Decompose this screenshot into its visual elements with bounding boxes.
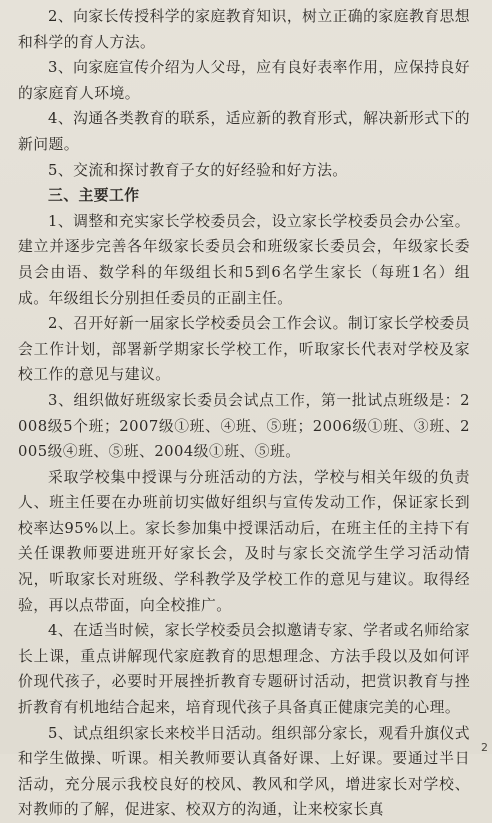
goal-paragraph-5: 5、交流和探讨教育子女的好经验和好方法。 bbox=[48, 161, 348, 179]
work-paragraph-4: 4、在适当时候，家长学校委员会拟邀请专家、学者或名师给家长上课，重点讲解现代家庭教育的思想理念、方法手段以及如何评价现代孩子，必要时开展挫折教育专题研讨活动，把赏识教育与挫折教育有机地结合起来，培育现代孩子具备真正健康完美的心理。 bbox=[18, 622, 470, 717]
page-number: 2 bbox=[481, 741, 488, 754]
work-paragraph-3-detail: 采取学校集中授课与分班活动的方法，学校与相关年级的负责人、班主任要在办班前切实做好组织与宣传发动工作，保证家长到校率达95%以上。家长参加集中授课活动后，在班主任的主持下有关任课教师要进班开好家长会，及时与家长交流学生学习活动情况，听取家长对班级、学科教学及学校工作的意见与建议。取得经验，再以点带面，向全校推广。 bbox=[18, 468, 470, 614]
work-paragraph-2: 2、召开好新一届家长学校委员会工作会议。制订家长学校委员会工作计划，部署新学期家长学校工作，听取家长代表对学校及家校工作的意见与建议。 bbox=[18, 315, 470, 384]
work-paragraph-5: 5、试点组织家长来校半日活动。组织部分家长，观看升旗仪式和学生做操、听课。相关教师要认真备好课、上好课。要通过半日活动，充分展示我校良好的校风、教风和学风，增进家长对学校、对教师的了解，促进家、校双方的沟通，让来校家长真 bbox=[18, 724, 470, 819]
section-heading: 三、主要工作 bbox=[48, 187, 140, 205]
goal-paragraph-2: 2、向家长传授科学的家庭教育知识，树立正确的家庭教育思想和科学的育人方法。 bbox=[18, 8, 470, 51]
goal-paragraph-3: 3、向家庭宣传介绍为人父母，应有良好表率作用，应保持良好的家庭育人环境。 bbox=[18, 59, 470, 102]
work-paragraph-1: 1、调整和充实家长学校委员会，设立家长学校委员会办公室。建立并逐步完善各年级家长委员会和班级家长委员会，年级家长委员会由语、数学科的年级组长和5到6名学生家长（每班1名）组成。年级组长分别担任委员的正副主任。 bbox=[18, 212, 470, 307]
goal-paragraph-4: 4、沟通各类教育的联系，适应新的教育形式，解决新形式下的新问题。 bbox=[18, 110, 470, 153]
work-paragraph-3: 3、组织做好班级家长委员会试点工作，第一批试点班级是：2008级5个班；2007级①班、④班、⑤班；2006级①班、③班、2005级④班、⑤班、2004级①班、⑤班。 bbox=[18, 391, 470, 461]
